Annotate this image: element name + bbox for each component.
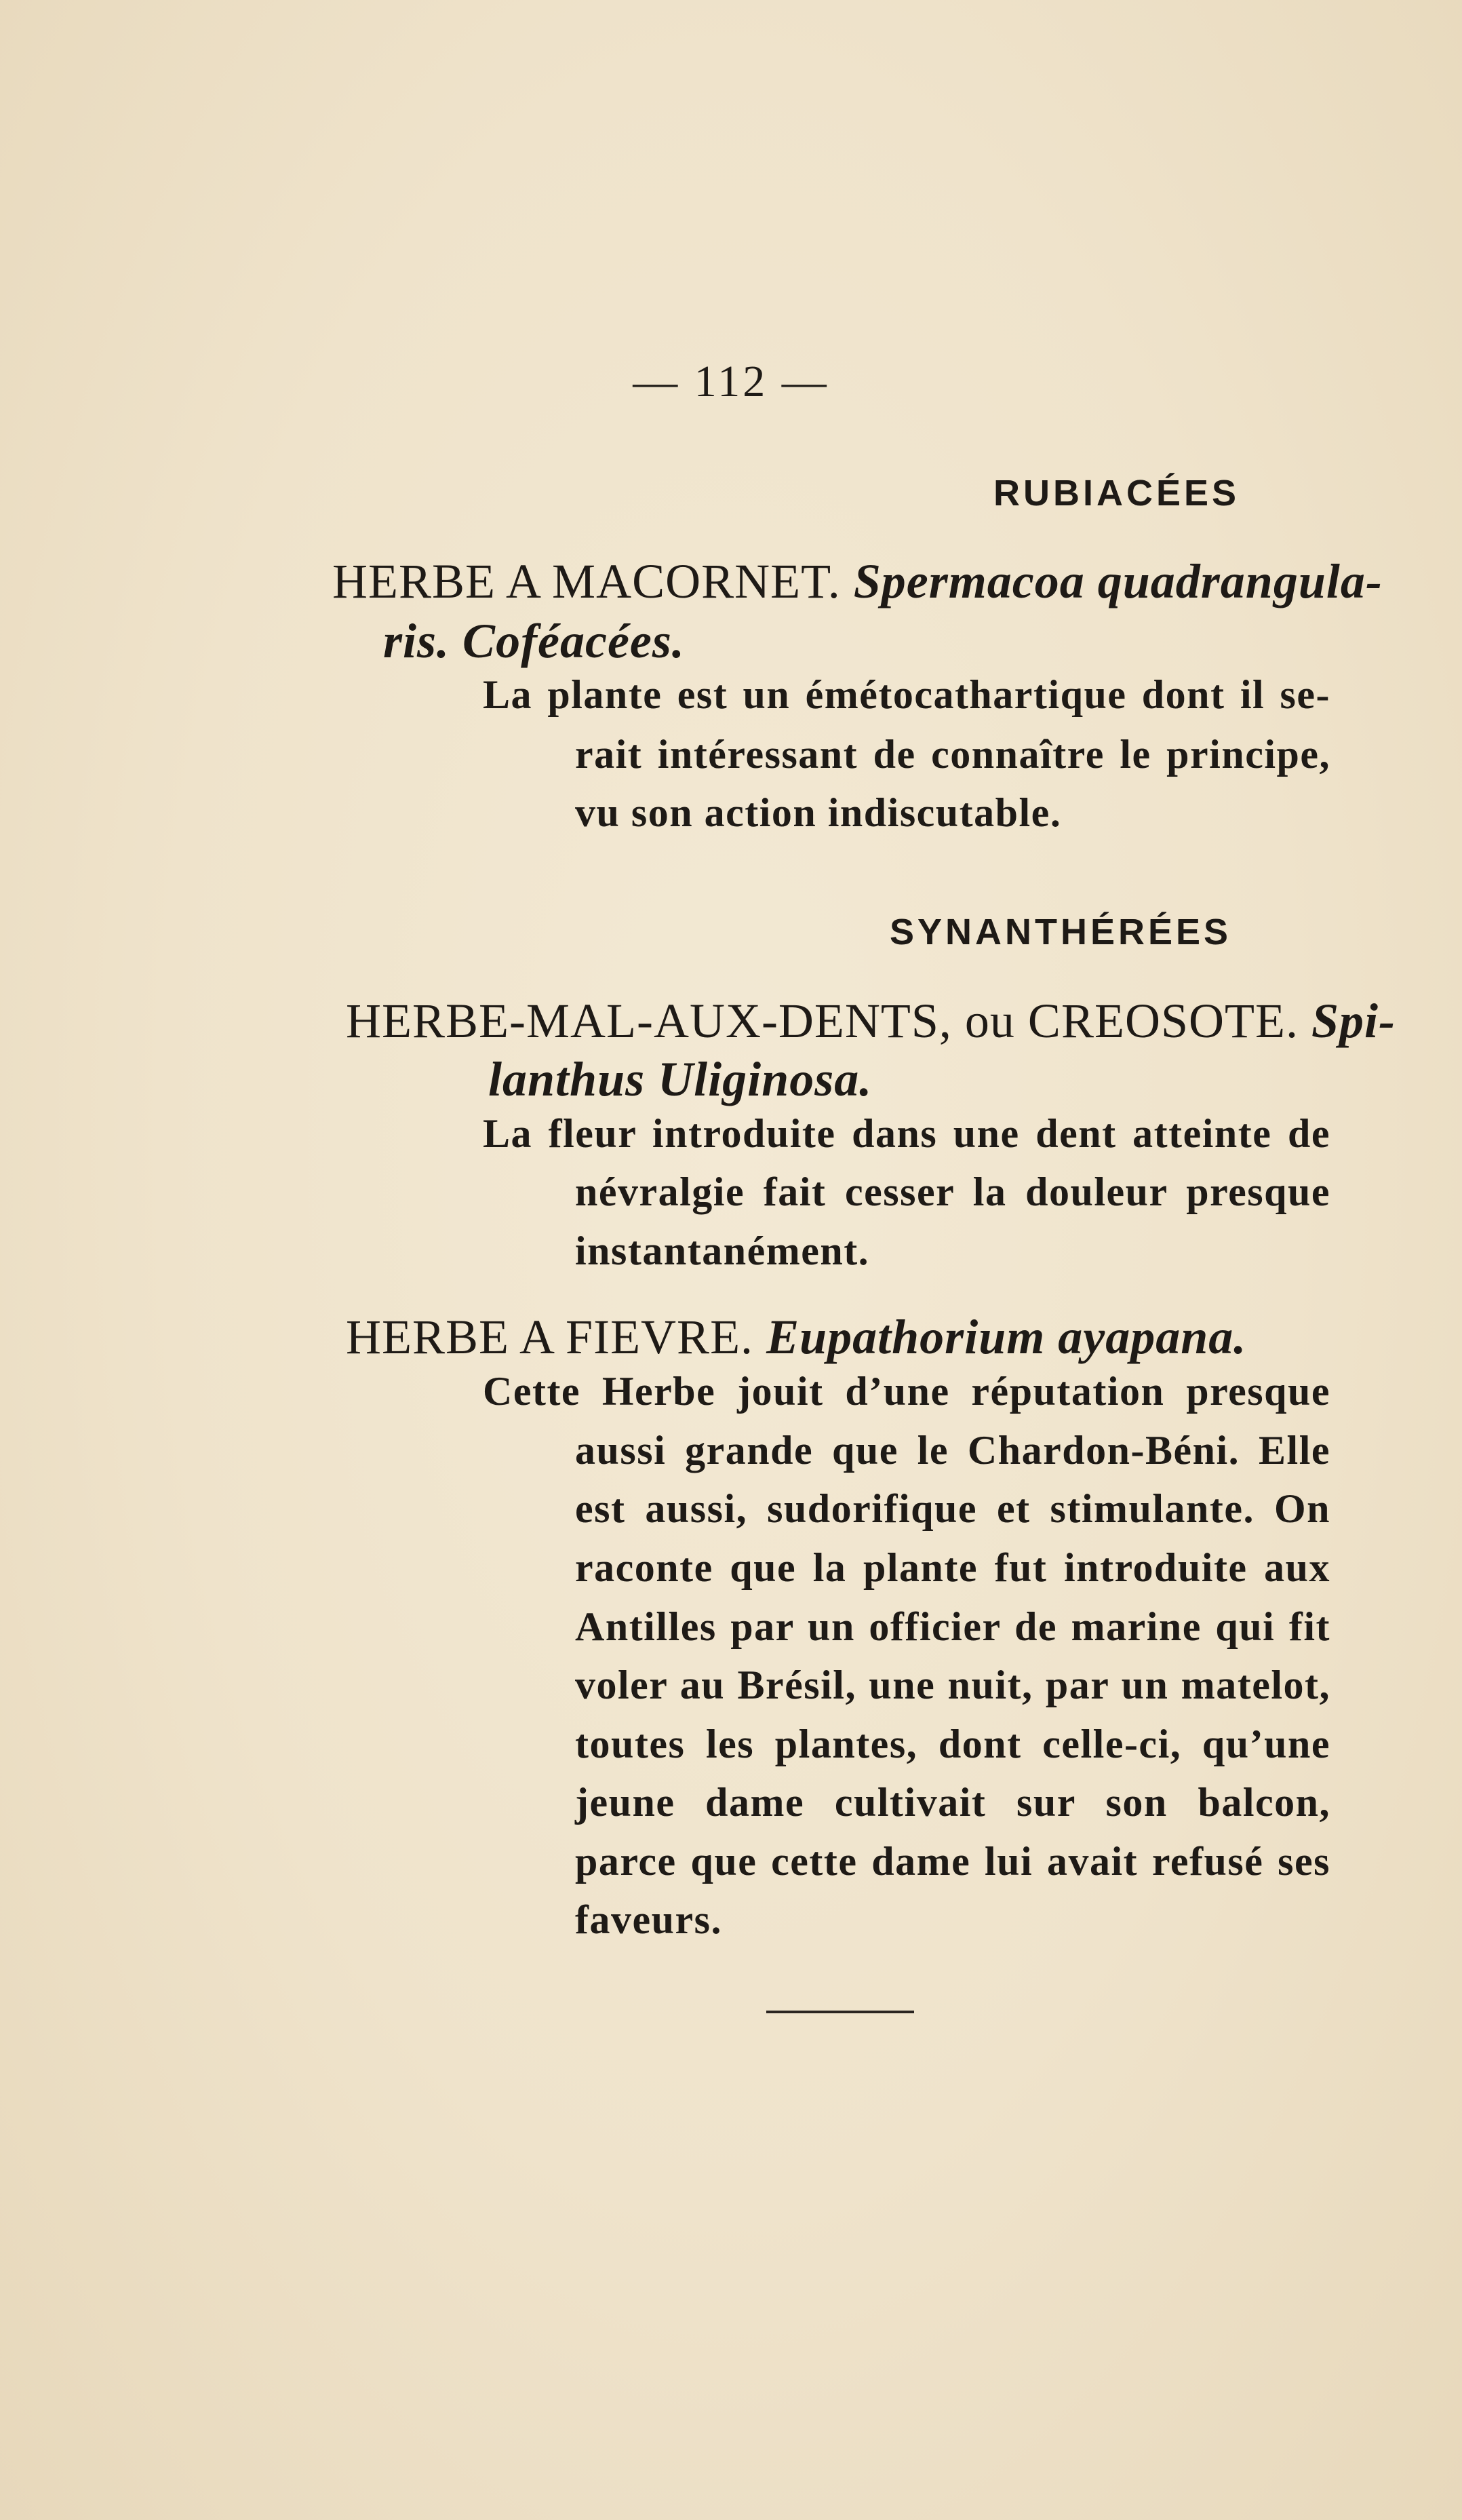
entry-text-line: aussi grande que le Chardon-Béni. Elle bbox=[575, 1428, 1330, 1473]
entry-name: HERBE A MACORNET. bbox=[332, 554, 841, 608]
end-of-section-rule bbox=[766, 2011, 914, 2013]
entry-heading-continued bbox=[488, 1051, 872, 1108]
entry-text-line: vu son action indiscutable. bbox=[575, 790, 1062, 835]
page-number: — 112 — bbox=[633, 357, 829, 406]
entry-text-line: jeune dame cultivait sur son balcon, bbox=[575, 1780, 1330, 1825]
entry-latin-name: Spermacoa quadrangula- bbox=[853, 554, 1383, 608]
entry-text-line: Antilles par un officier de marine qui fit bbox=[575, 1604, 1330, 1649]
entry-text-line: faveurs. bbox=[575, 1897, 722, 1942]
entry-text-line: parce que cette dame lui avait refusé ses bbox=[575, 1839, 1330, 1884]
entry-text-line: toutes les plantes, dont celle-ci, qu’une bbox=[575, 1722, 1330, 1766]
entry-latin-name: Eupathorium ayapana. bbox=[766, 1310, 1247, 1364]
entry-latin-name: Spi- bbox=[1311, 994, 1396, 1048]
entry-heading bbox=[346, 1309, 1246, 1365]
entry-heading-continued bbox=[383, 613, 685, 670]
entry-latin-name-continued: lanthus Uliginosa. bbox=[488, 1052, 873, 1106]
entry-name: HERBE A FIEVRE. bbox=[346, 1310, 754, 1364]
entry-text-line: névralgie fait cesser la douleur presque bbox=[575, 1169, 1330, 1214]
entry-text-line: raconte que la plante fut introduite aux bbox=[575, 1545, 1330, 1590]
entry-text-line: La plante est un émétocathartique dont il se- bbox=[483, 672, 1330, 717]
entry-name: HERBE-MAL-AUX-DENTS, ou CREOSOTE. bbox=[346, 994, 1299, 1048]
entry-text-line: est aussi, sudorifique et stimulante. On bbox=[575, 1486, 1330, 1531]
entry-text-line: Cette Herbe jouit d’une réputation presque bbox=[483, 1369, 1330, 1414]
section-heading-rubiacees: RUBIACÉES bbox=[993, 473, 1240, 513]
entry-heading bbox=[346, 993, 1396, 1049]
entry-latin-name-continued: ris. Coféacées. bbox=[383, 614, 685, 668]
entry-text-line: instantanément. bbox=[575, 1228, 870, 1273]
entry-heading bbox=[332, 554, 1383, 610]
section-heading-synantherees: SYNANTHÉRÉES bbox=[890, 912, 1232, 952]
entry-text-line: rait intéressant de connaître le principe, bbox=[575, 732, 1330, 777]
entry-text-line: voler au Brésil, une nuit, par un matelot, bbox=[575, 1663, 1330, 1707]
entry-text-line: La fleur introduite dans une dent atteinte de bbox=[483, 1111, 1330, 1156]
